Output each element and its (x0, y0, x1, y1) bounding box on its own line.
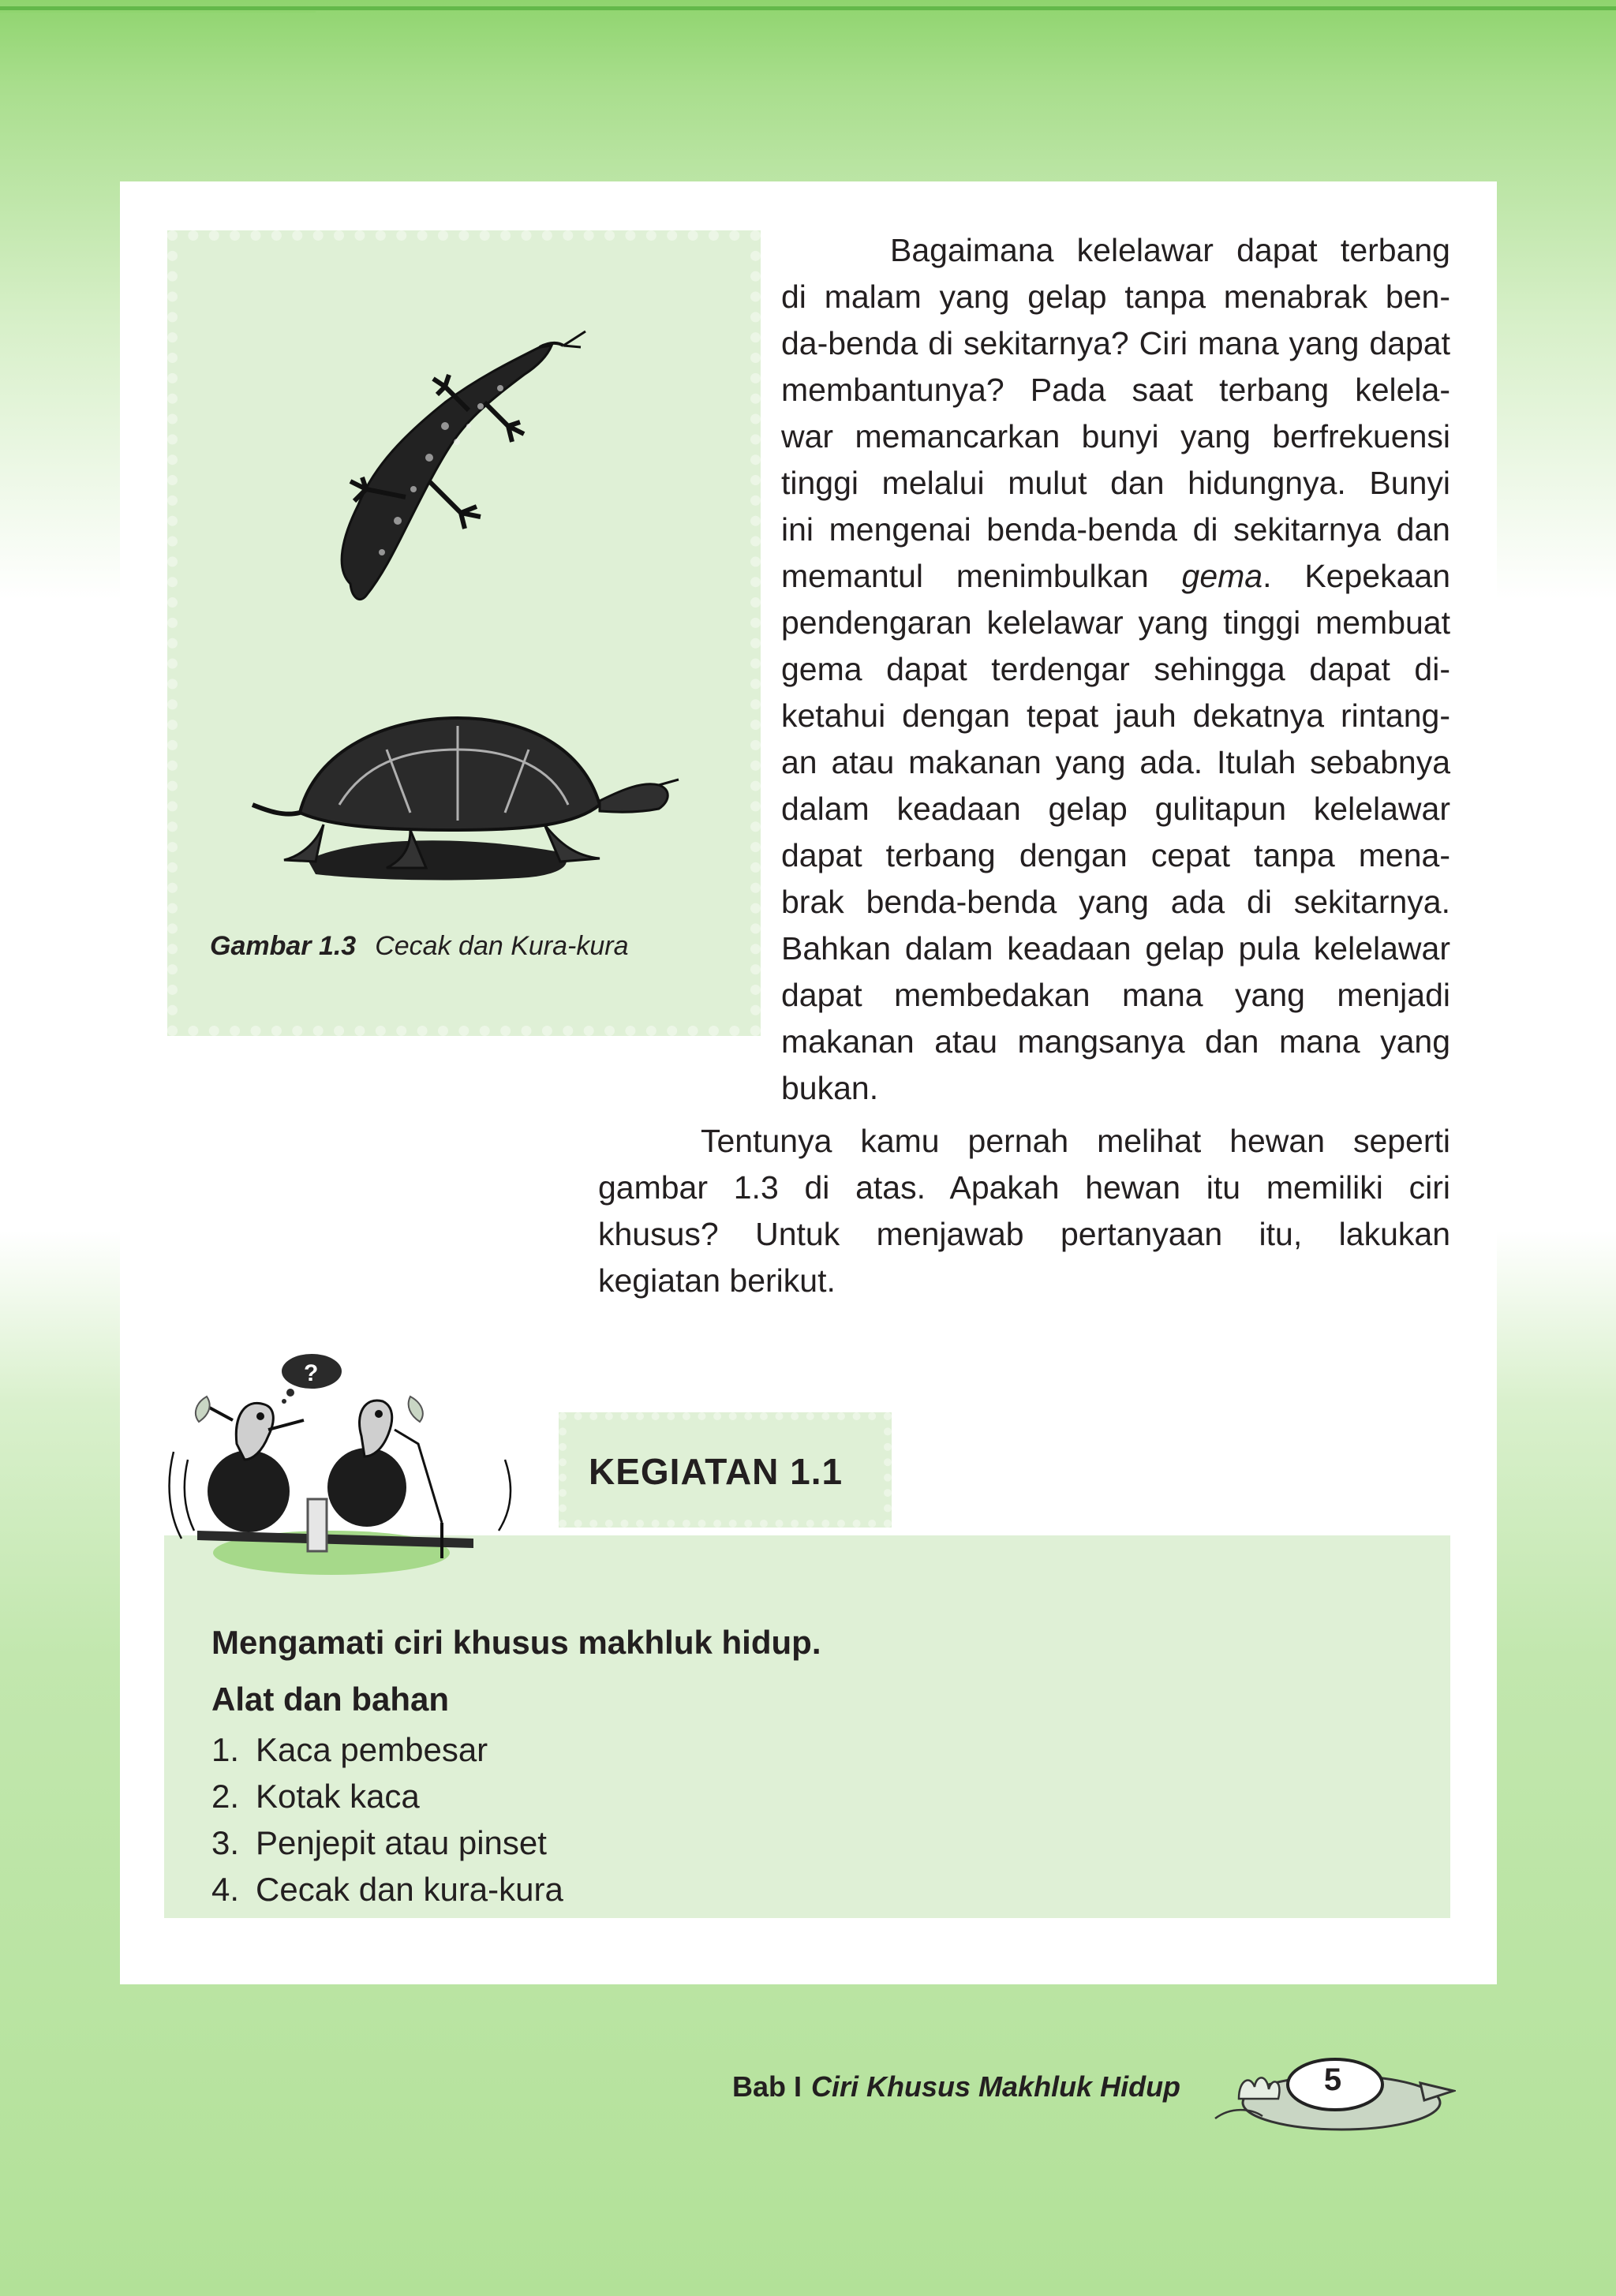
paragraph-line: Bagaimana kelelawar dapat terbang (890, 232, 1450, 268)
list-item (211, 1773, 563, 1819)
figure-caption-text: Cecak dan Kura-kura (375, 931, 629, 961)
paragraph-line: pendengaran kelelawar yang tinggi membuat (781, 604, 1450, 641)
list-item-text: Cecak dan kura-kura (256, 1871, 563, 1908)
list-item-number: 3. (211, 1824, 240, 1861)
activity-heading: Mengamati ciri khusus makhluk hidup. (211, 1624, 821, 1661)
page-number: 5 (1323, 2062, 1342, 2097)
chapter-title: Ciri Khusus Makhluk Hidup (811, 2070, 1181, 2103)
chapter-label: Bab I (732, 2070, 802, 2103)
footer-running-title (732, 2070, 1180, 2103)
paragraph-line: Tentunya kamu pernah melihat hewan seperti (701, 1123, 1450, 1159)
paragraph-line: khusus? Untuk menjawab pertanyaan itu, lakukan (598, 1216, 1450, 1252)
list-item-text: Kaca pembesar (256, 1731, 488, 1768)
paragraph-line: kegiatan berikut. (598, 1262, 836, 1299)
list-item-number: 2. (211, 1778, 240, 1815)
paragraph-intro-activity (598, 1118, 1450, 1304)
paragraph-line: an atau makanan yang ada. Itulah sebabnya (781, 744, 1450, 780)
paragraph-line: bukan. (781, 1070, 879, 1106)
list-item-text: Penjepit atau pinset (256, 1824, 547, 1861)
figure-caption (210, 931, 629, 962)
paragraph-line: gema dapat terdengar sehingga dapat di- (781, 651, 1450, 687)
header-rule (0, 6, 1616, 10)
paragraph-line: ketahui dengan tepat jauh dekatnya rintang- (781, 697, 1450, 734)
paragraph-line: tinggi melalui mulut dan hidungnya. Bunyi (781, 465, 1450, 501)
paragraph-line: dalam keadaan gelap gulitapun kelelawar (781, 791, 1450, 827)
gecko-illustration (287, 300, 619, 615)
list-item (211, 1866, 563, 1913)
paragraph-line: memantul menimbulkan gema. Kepekaan (781, 558, 1450, 594)
paragraph-line: war memancarkan bunyi yang berfrekuensi (781, 418, 1450, 454)
list-item-text: Kotak kaca (256, 1778, 420, 1815)
paragraph-line: makanan atau mangsanya dan mana yang (781, 1023, 1450, 1060)
materials-heading: Alat dan bahan (211, 1681, 450, 1718)
paragraph-bats (781, 227, 1450, 1112)
question-mark-bubble: ? (304, 1360, 319, 1386)
seesaw-illustration (158, 1341, 529, 1578)
activity-title: KEGIATAN 1.1 (589, 1451, 844, 1492)
paragraph-line: gambar 1.3 di atas. Apakah hewan itu memiliki ciri (598, 1169, 1450, 1206)
paragraph-line: ini mengenai benda-benda di sekitarnya dan (781, 511, 1450, 548)
list-item (211, 1726, 563, 1773)
turtle-illustration (229, 694, 686, 884)
materials-list (211, 1726, 563, 1913)
paragraph-line: di malam yang gelap tanpa menabrak ben- (781, 279, 1450, 315)
list-item-number: 1. (211, 1731, 240, 1768)
paragraph-line: membantunya? Pada saat terbang kelela- (781, 372, 1450, 408)
paragraph-line: dapat membedakan mana yang menjadi (781, 977, 1450, 1013)
figure-caption-label: Gambar 1.3 (210, 931, 357, 961)
emphasized-term: gema (1181, 558, 1263, 594)
paragraph-line: brak benda-benda yang ada di sekitarnya. (781, 884, 1450, 920)
header-rule-accent (0, 11, 316, 13)
list-item-number: 4. (211, 1871, 240, 1908)
paragraph-line: dapat terbang dengan cepat tanpa mena- (781, 837, 1450, 873)
paragraph-line: da-benda di sekitarnya? Ciri mana yang dapat (781, 325, 1450, 361)
paragraph-line: Bahkan dalam keadaan gelap pula kelelawar (781, 930, 1450, 967)
list-item (211, 1819, 563, 1866)
